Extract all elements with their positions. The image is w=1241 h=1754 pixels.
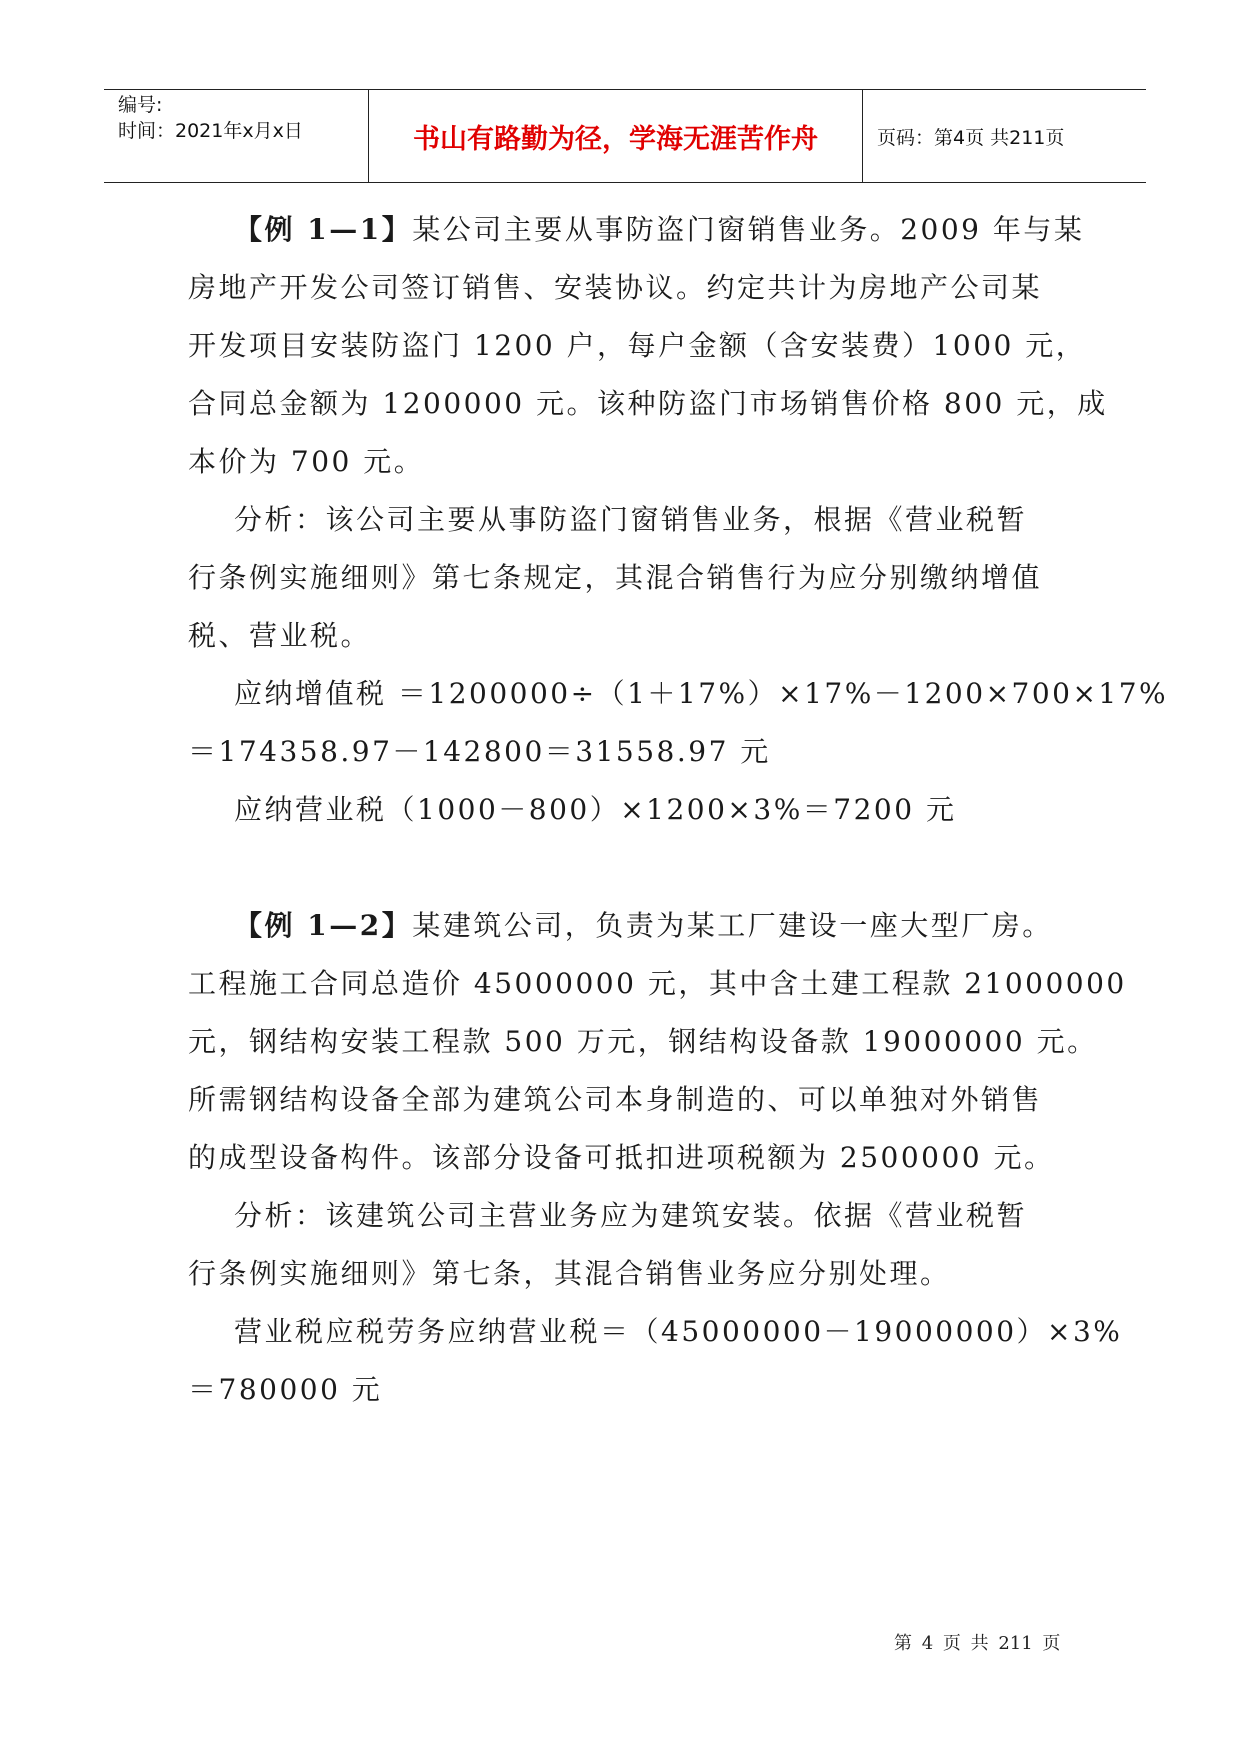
example-2-formula-1: 营业税应税劳务应纳营业税＝（45000000－19000000）×3% xyxy=(234,1315,1123,1348)
example-1-analysis-2: 行条例实施细则》第七条规定，其混合销售行为应分别缴纳增值 xyxy=(188,561,1043,594)
example-1-analysis-3: 税、营业税。 xyxy=(188,619,372,652)
example-1-line-5: 本价为 700 元。 xyxy=(188,445,425,478)
example-2-line-3: 元，钢结构安装工程款 500 万元，钢结构设备款 19000000 元。 xyxy=(188,1025,1098,1058)
example-2-analysis-1: 分析：该建筑公司主营业务应为建筑安装。依据《营业税暂 xyxy=(234,1199,1028,1232)
example-1-line-1: 【例 1—1】某公司主要从事防盗门窗销售业务。2009 年与某 xyxy=(234,213,1085,246)
example-1-line-2: 房地产开发公司签订销售、安装协议。约定共计为房地产公司某 xyxy=(188,271,1043,304)
example-1-formula-1: 应纳增值税 ＝1200000÷（1＋17%）×17%－1200×700×17% xyxy=(234,677,1169,710)
page-footer: 第 4 页 共 211 页 xyxy=(894,1633,1061,1654)
example-1-line-4: 合同总金额为 1200000 元。该种防盗门市场销售价格 800 元，成 xyxy=(188,387,1108,420)
header-page-label: 页码：第4页 共211页 xyxy=(877,126,1065,149)
example-2-label: 【例 1—2】 xyxy=(234,909,413,942)
example-1-analysis-1: 分析：该公司主要从事防盗门窗销售业务，根据《营业税暂 xyxy=(234,503,1028,536)
page-header xyxy=(104,89,1146,183)
example-2-line-4: 所需钢结构设备全部为建筑公司本身制造的、可以单独对外销售 xyxy=(188,1083,1043,1116)
example-1-line-3: 开发项目安装防盗门 1200 户，每户金额（含安装费）1000 元， xyxy=(188,329,1087,362)
example-1-label: 【例 1—1】 xyxy=(234,213,413,246)
example-2-analysis-2: 行条例实施细则》第七条，其混合销售业务应分别处理。 xyxy=(188,1257,951,1290)
header-meta xyxy=(104,90,368,182)
header-motto: 书山有路勤为径，学海无涯苦作舟 xyxy=(368,90,863,182)
example-2-line-1: 【例 1—2】某建筑公司，负责为某工厂建设一座大型厂房。 xyxy=(234,909,1053,942)
document-time-label: 时间：2021年x月x日 xyxy=(118,120,303,142)
document-number-label: 编号: xyxy=(118,94,163,116)
example-2-line-2: 工程施工合同总造价 45000000 元，其中含土建工程款 21000000 xyxy=(188,967,1127,1000)
example-2-formula-2: ＝780000 元 xyxy=(188,1373,383,1406)
example-2-line-5: 的成型设备构件。该部分设备可抵扣进项税额为 2500000 元。 xyxy=(188,1141,1055,1174)
example-1-formula-3: 应纳营业税（1000－800）×1200×3%＝7200 元 xyxy=(234,793,957,826)
example-1-formula-2: ＝174358.97－142800＝31558.97 元 xyxy=(188,735,771,768)
